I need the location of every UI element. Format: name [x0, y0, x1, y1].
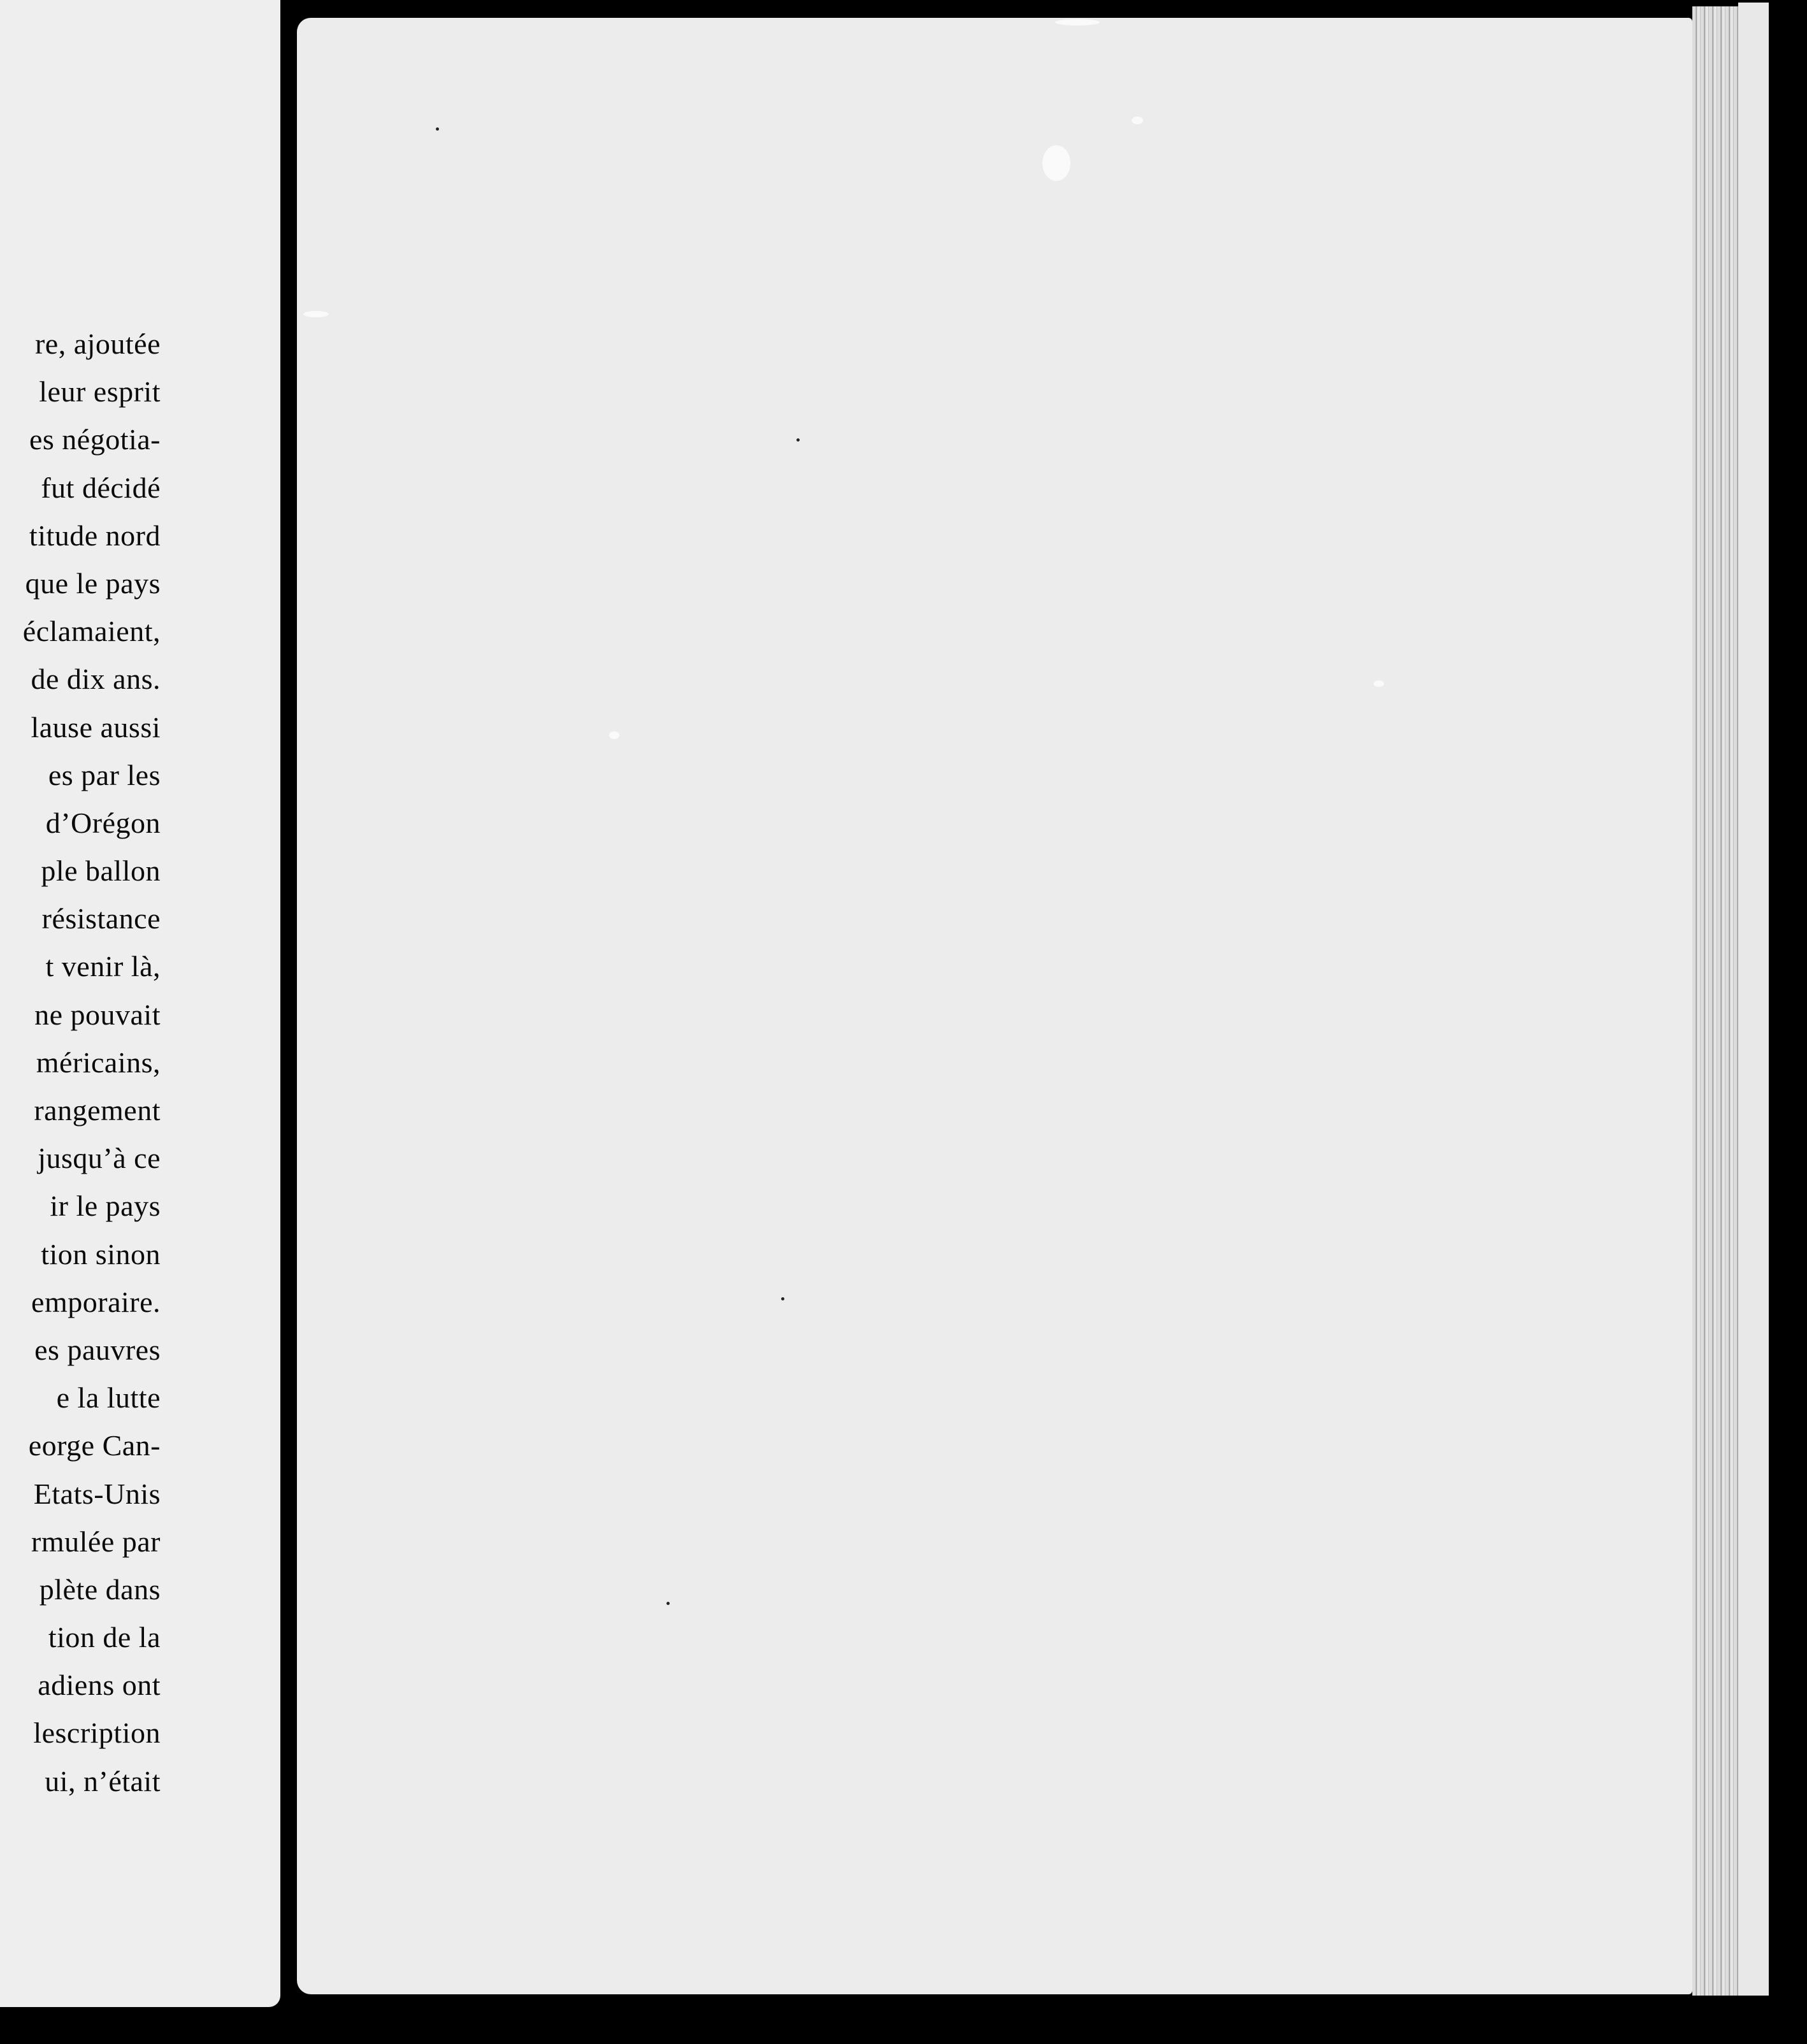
ink-dot: [436, 127, 439, 131]
text-line: adiens ont: [38, 1669, 161, 1702]
text-line: ple ballon: [41, 854, 161, 888]
text-line: emporaire.: [31, 1285, 161, 1318]
paper-speck: [1132, 117, 1143, 124]
text-line: e la lutte: [56, 1381, 161, 1414]
text-line: rangement: [34, 1094, 161, 1126]
text-line: d’Orégon: [45, 806, 161, 839]
book-gutter: [280, 0, 298, 2044]
paper-speck: [303, 311, 329, 317]
text-line: tion sinon: [41, 1237, 161, 1270]
text-line: titude nord: [29, 519, 161, 552]
paper-speck: [1374, 680, 1384, 687]
text-line: lescription: [33, 1717, 161, 1750]
paper-speck: [1042, 145, 1070, 181]
text-line: re, ajoutée: [34, 327, 161, 360]
left-page: [0, 0, 280, 2007]
right-page-blank: [297, 18, 1692, 1994]
text-line: ui, n’était: [45, 1764, 161, 1797]
ink-dot: [781, 1297, 784, 1300]
text-line: que le pays: [25, 566, 161, 600]
text-line: es par les: [48, 758, 161, 791]
text-line: lause aussi: [31, 710, 161, 744]
page-edges-stack: [1692, 6, 1738, 1996]
text-line: tion de la: [48, 1621, 161, 1654]
text-line: résistance: [41, 902, 161, 935]
text-line: ne pouvait: [34, 998, 161, 1031]
far-page-edge: [1738, 3, 1769, 1996]
text-line: es négotia-: [29, 423, 161, 456]
ink-dot: [666, 1602, 670, 1605]
text-line: ir le pays: [50, 1190, 161, 1223]
text-line: méricains,: [36, 1046, 161, 1079]
text-line: t venir là,: [45, 950, 161, 983]
text-line: fut décidé: [41, 471, 161, 504]
text-line: eorge Can-: [28, 1429, 161, 1462]
text-line: leur esprit: [39, 375, 161, 408]
text-line: jusqu’à ce: [38, 1142, 161, 1175]
text-line: plète dans: [39, 1573, 161, 1606]
text-line: de dix ans.: [31, 663, 161, 696]
text-line: es pauvres: [34, 1333, 161, 1366]
ink-dot: [796, 438, 800, 442]
text-line: éclamaient,: [22, 615, 161, 648]
text-column: [0, 320, 161, 1805]
text-line: rmulée par: [31, 1525, 161, 1558]
paper-speck: [1055, 19, 1100, 25]
paper-speck: [609, 731, 619, 739]
text-line: Etats-Unis: [33, 1477, 161, 1510]
